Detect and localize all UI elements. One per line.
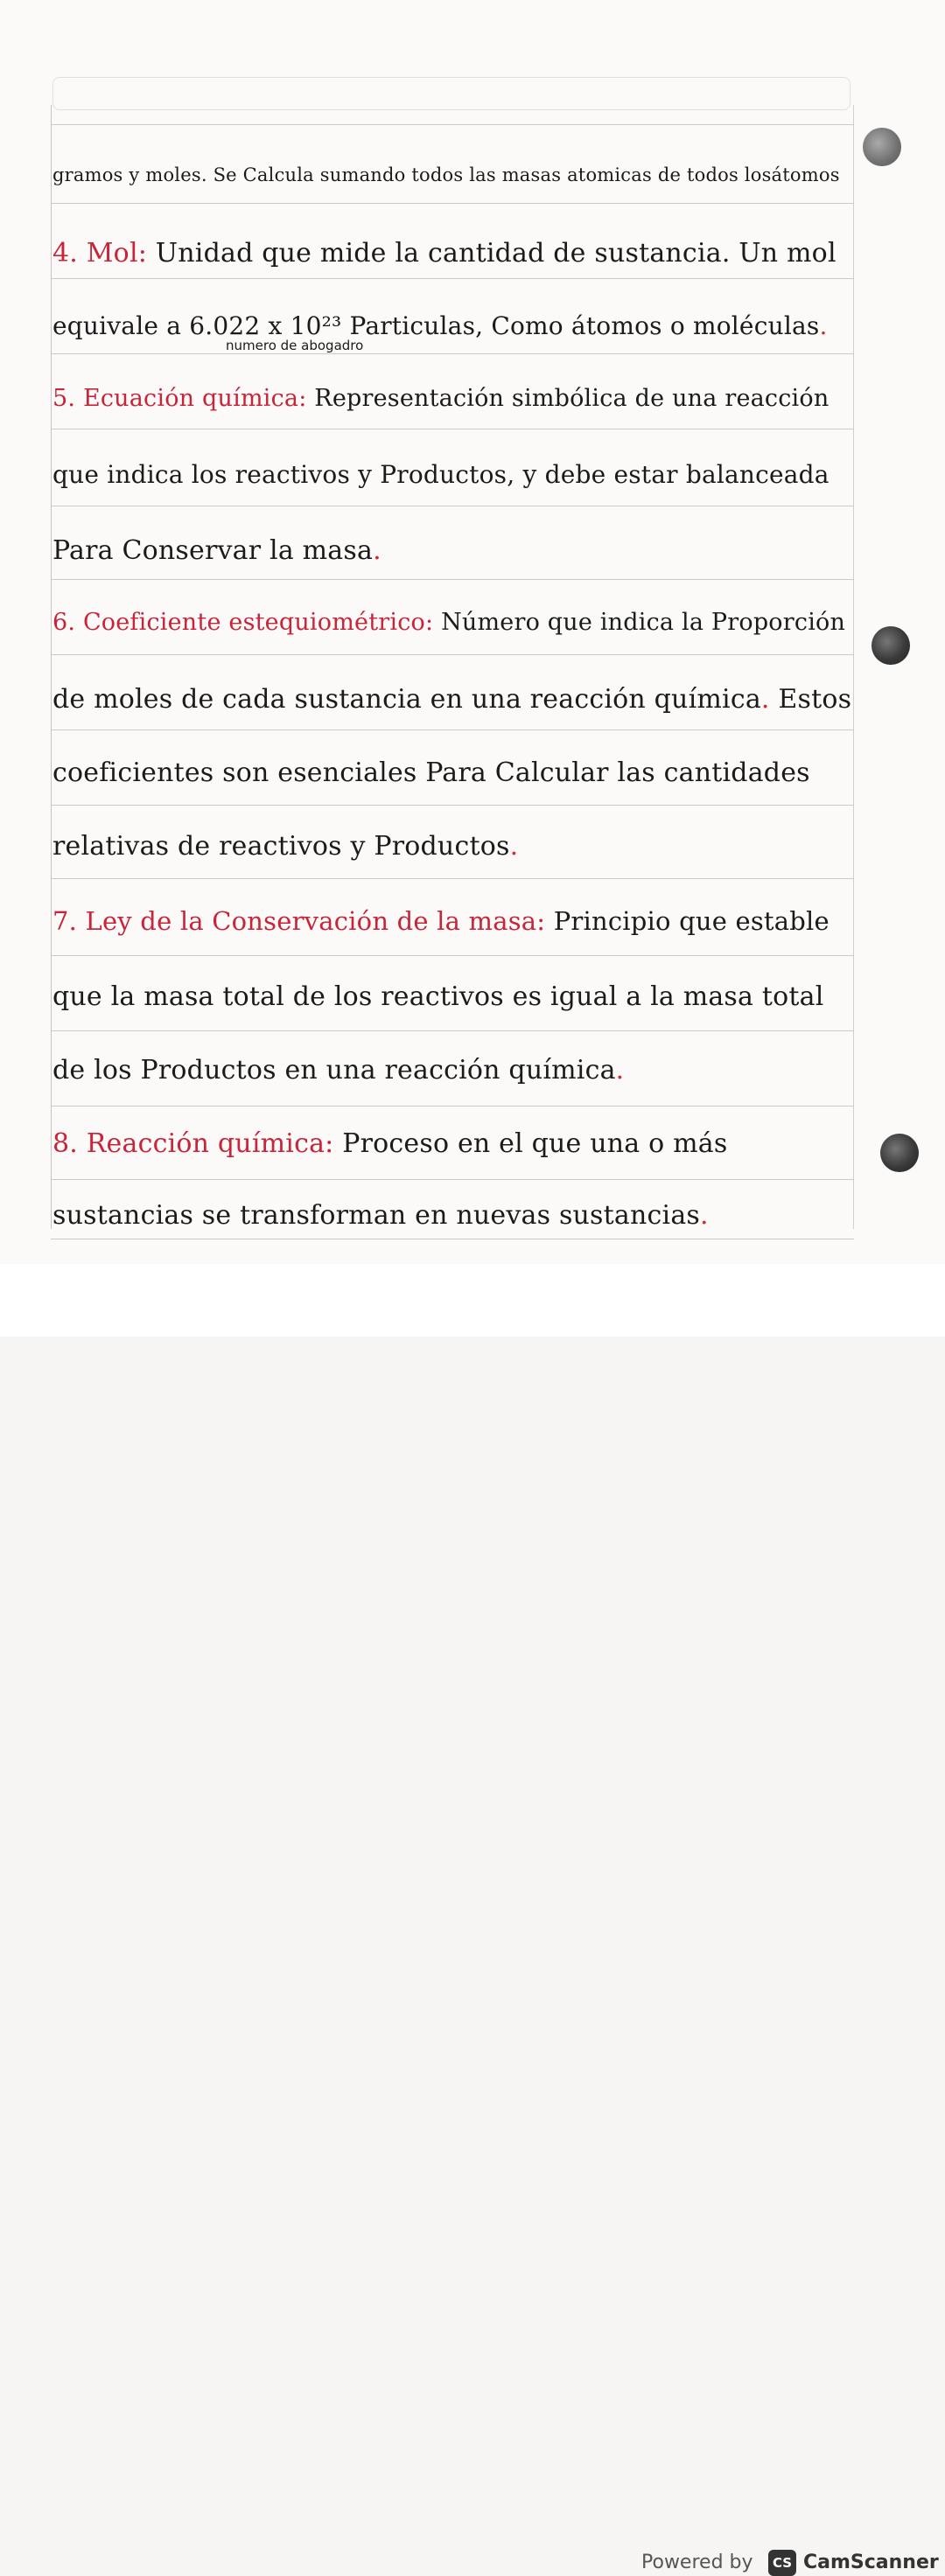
definition-text: de moles de cada sustancia en una reacción química — [52, 684, 761, 715]
ruled-line — [51, 955, 854, 956]
header-box — [52, 77, 850, 110]
powered-by-label: Powered by — [641, 2552, 753, 2573]
ruled-line — [51, 124, 854, 125]
ruled-line — [51, 654, 854, 655]
text-line — [52, 906, 853, 936]
ruled-line — [51, 579, 854, 580]
definition-text: Estos — [769, 684, 852, 715]
red-period: . — [615, 1055, 625, 1086]
definition-text: sustancias se transforman en nuevas sustancias — [52, 1200, 700, 1231]
red-period: . — [509, 831, 519, 862]
punch-hole-icon — [872, 626, 910, 665]
term-heading: 5. Ecuación química: — [52, 385, 315, 412]
punch-hole-icon — [880, 1134, 919, 1172]
definition-text: Proceso en el que una o más — [342, 1128, 728, 1159]
definition-text: que indica los reactivos y Productos, y debe estar balanceada — [52, 460, 830, 489]
red-period: . — [373, 535, 382, 566]
red-period: . — [700, 1200, 709, 1231]
margin-line — [51, 105, 52, 1229]
ruled-line — [51, 878, 854, 879]
definition-text: Unidad que mide la cantidad de sustancia. Un mol — [155, 238, 836, 269]
text-line — [52, 1055, 853, 1086]
definition-text: Principio que estable — [553, 906, 830, 936]
text-line — [52, 609, 853, 636]
right-margin-line — [853, 105, 854, 1229]
definition-text: Para Conservar la masa — [52, 535, 374, 566]
definition-text: relativas de reactivos y Productos — [52, 831, 510, 862]
avogadro-annotation: numero de abogadro — [226, 338, 364, 353]
definition-text: equivale a 6.022 x 10²³ Particulas, Como átomos o moléculas — [52, 311, 820, 340]
term-heading: 6. Coeficiente estequiométrico: — [52, 609, 442, 636]
definition-text: de los Productos en una reacción química — [52, 1055, 616, 1086]
notebook-page — [0, 0, 945, 1264]
ruled-line — [51, 1179, 854, 1180]
text-line — [52, 981, 853, 1012]
red-period: . — [819, 311, 828, 340]
text-line — [52, 831, 853, 862]
ruled-line — [51, 278, 854, 279]
text-line — [52, 757, 853, 788]
term-heading: 7. Ley de la Conservación de la masa: — [52, 906, 554, 936]
text-line — [52, 238, 853, 269]
punch-hole-icon — [863, 128, 901, 166]
definition-text: que la masa total de los reactivos es igual a la masa total — [52, 981, 824, 1012]
scanner-footer — [0, 1264, 945, 2573]
definition-text: coeficientes son esenciales Para Calcular las cantidades — [52, 757, 810, 788]
text-line — [52, 684, 853, 715]
camscanner-brand: CamScanner — [803, 2552, 939, 2573]
ruled-line — [51, 805, 854, 806]
camscanner-logo-icon: CS — [768, 2550, 796, 2576]
text-line — [52, 164, 853, 185]
text-line — [52, 1128, 853, 1159]
definition-text: Representación simbólica de una reacción — [314, 385, 830, 412]
red-period: . — [760, 684, 770, 715]
ruled-line — [51, 1030, 854, 1031]
text-line — [52, 460, 853, 489]
term-heading: 4. Mol: — [52, 238, 156, 269]
text-line — [52, 385, 853, 412]
ruled-line — [51, 203, 854, 204]
definition-text: Número que indica la Proporción — [441, 609, 846, 636]
text-line — [52, 1200, 853, 1231]
text-line — [52, 535, 853, 566]
text-line — [52, 311, 853, 340]
ruled-line — [51, 353, 854, 354]
term-heading: 8. Reacción química: — [52, 1128, 343, 1159]
definition-text: gramos y moles. Se Calcula sumando todos las masas atomicas de todos losátomos — [52, 164, 840, 185]
